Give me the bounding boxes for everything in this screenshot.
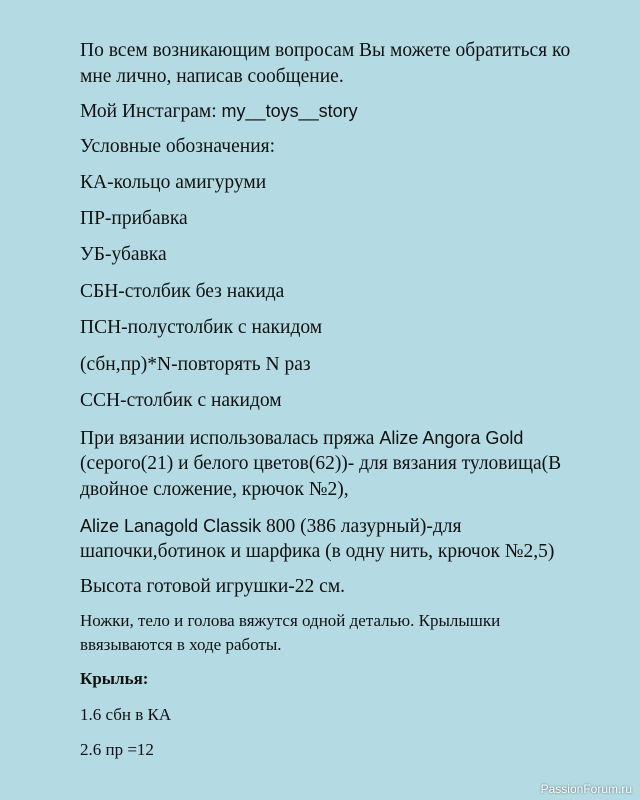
yarn-line-1-prefix: При вязании использовалась пряжа xyxy=(80,428,380,449)
yarn-brand-lanagold: Alize Lanagold Classik xyxy=(80,516,262,536)
instagram-line xyxy=(80,98,358,125)
yarn-line-2: (серого(21) и белого цветов(62))- для вязания туловища(В xyxy=(80,453,562,474)
note-line-2: ввязываются в ходе работы. xyxy=(80,635,282,654)
wings-row-1: 1.6 сбн в КА xyxy=(80,705,172,724)
wings-row-2: 2.6 пр =12 xyxy=(80,740,154,759)
instagram-label: Мой Инстаграм: xyxy=(80,101,222,122)
yarn-line-3: двойное сложение, крючок №2), xyxy=(80,479,349,500)
legend-title: Условные обозначения: xyxy=(80,136,276,157)
note-line-1: Ножки, тело и голова вяжутся одной деталью. Крылышки xyxy=(80,611,501,630)
legend-item-repeat: (сбн,пр)*N-повторять N раз xyxy=(80,354,311,375)
legend-item-psn: ПСН-полустолбик с накидом xyxy=(80,317,323,338)
yarn-line-4 xyxy=(80,513,462,540)
yarn-line-4-rest: 800 (386 лазурный)-для xyxy=(261,516,462,537)
yarn-line-5: шапочки,ботинок и шарфика (в одну нить, крючок №2,5) xyxy=(80,541,555,562)
legend-item-sbn: СБН-столбик без накида xyxy=(80,281,285,302)
legend-item-ub: УБ-убавка xyxy=(80,244,167,265)
legend-item-pr: ПР-прибавка xyxy=(80,208,188,229)
yarn-line-1 xyxy=(80,425,523,452)
yarn-brand-angora: Alize Angora Gold xyxy=(379,428,524,448)
legend-item-ssn: ССН-столбик с накидом xyxy=(80,390,282,411)
legend-item-ka: КА-кольцо амигуруми xyxy=(80,172,267,193)
instagram-handle: my__toys__story xyxy=(221,101,358,121)
toy-height: Высота готовой игрушки-22 см. xyxy=(80,576,346,597)
site-watermark: PassionForum.ru xyxy=(540,782,632,796)
intro-line-1: По всем возникающим вопросам Вы можете обратиться ко xyxy=(80,40,571,61)
intro-line-2: мне лично, написав сообщение. xyxy=(80,66,344,87)
section-title-wings: Крылья: xyxy=(80,669,149,688)
